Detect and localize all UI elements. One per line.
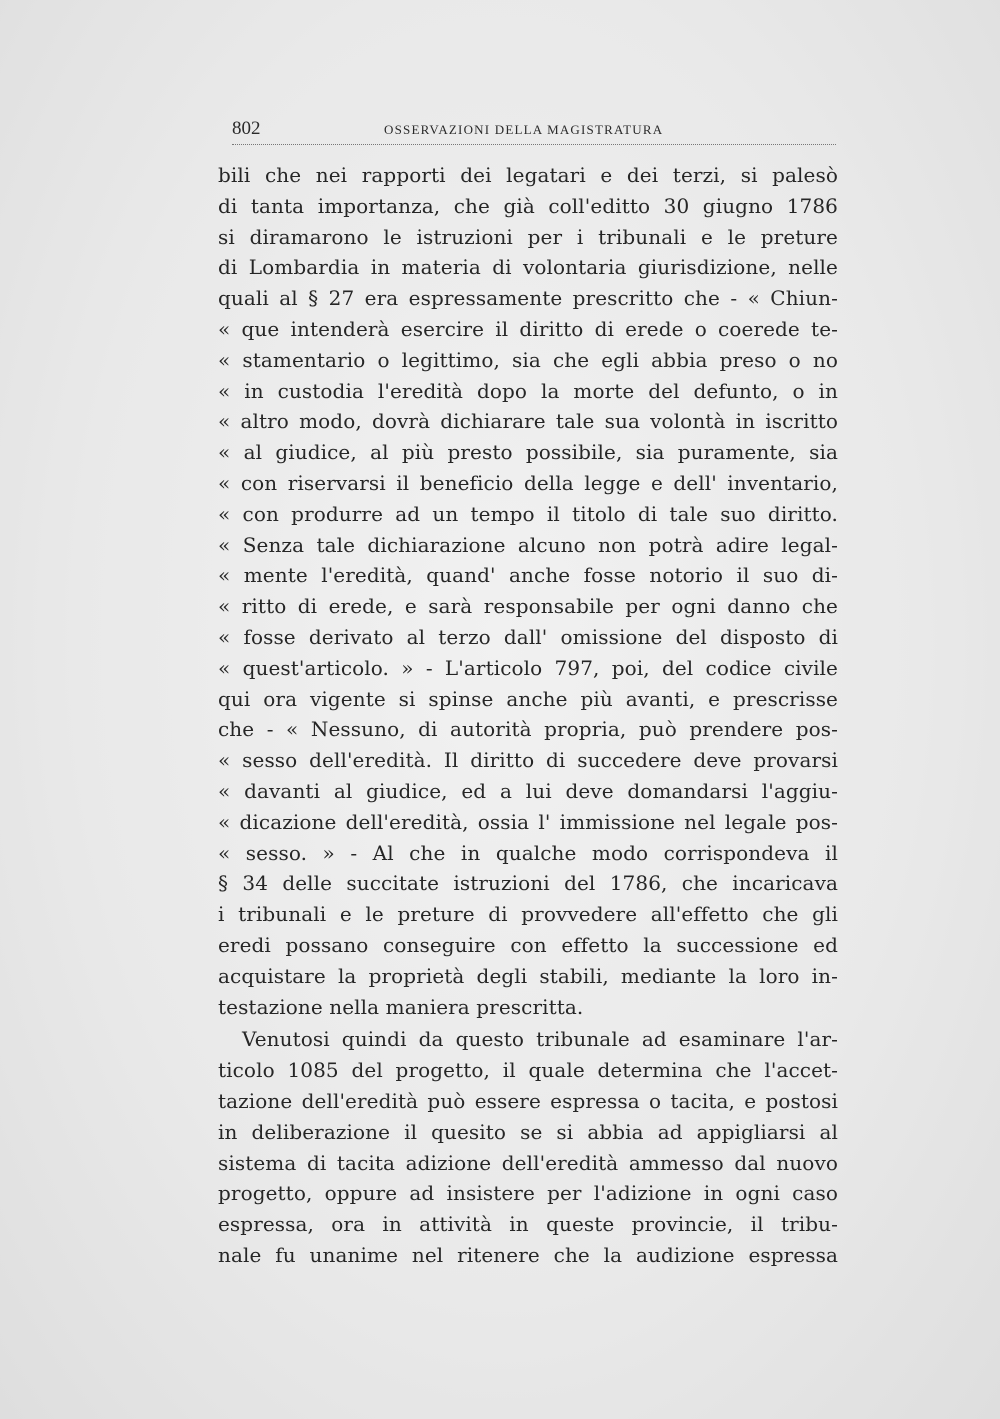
paragraph-2 [218,1024,838,1270]
text-line: « in custodia l'eredità dopo la morte del defunto, o in [218,378,838,403]
body-text [218,160,838,1271]
text-line: acquistare la proprietà degli stabili, mediante la loro in- [218,963,838,988]
page-header [232,118,836,145]
text-line: qui ora vigente si spinse anche più avanti, e prescrisse [218,686,838,711]
text-line: « con produrre ad un tempo il titolo di tale suo diritto. [218,501,838,526]
text-line: bili che nei rapporti dei legatari e dei terzi, si palesò [218,163,838,187]
text-line: di tanta importanza, che già coll'editto 30 giugno 1786 [218,193,838,218]
page-number: 802 [232,118,261,139]
text-line: « fosse derivato al terzo dall' omissione del disposto di [218,624,838,649]
text-line: progetto, oppure ad insistere per l'adizione in ogni caso [218,1181,838,1206]
text-line: di Lombardia in materia di volontaria giurisdizione, nelle [218,255,838,280]
running-title: OSSERVAZIONI DELLA MAGISTRATURA [384,122,664,137]
text-line: « ritto di erede, e sarà responsabile per ogni danno che [218,594,838,619]
text-line: « altro modo, dovrà dichiarare tale sua volontà in iscritto [218,409,838,434]
text-line: eredi possano conseguire con effetto la successione ed [218,932,838,957]
text-line: « sesso. » - Al che in qualche modo corrispondeva il [218,840,838,865]
text-line: « Senza tale dichiarazione alcuno non potrà adire legal- [218,532,838,557]
paragraph-1 [218,160,838,1022]
text-line: « al giudice, al più presto possibile, sia puramente, sia [218,440,838,465]
text-line: espressa, ora in attività in queste provincie, il tribu- [218,1212,838,1237]
text-line: « stamentario o legittimo, sia che egli abbia preso o no [218,347,838,372]
text-line: si diramarono le istruzioni per i tribunali e le preture [218,224,838,249]
text-line: « con riservarsi il beneficio della legge e dell' inventario, [218,470,838,495]
text-line: che - « Nessuno, di autorità propria, può prendere pos- [218,717,838,742]
text-line: « sesso dell'eredità. Il diritto di succedere deve provarsi [218,748,838,773]
text-line: « que intenderà esercire il diritto di erede o coerede te- [218,316,838,341]
text-line: ticolo 1085 del progetto, il quale determina che l'accet- [218,1058,838,1083]
text-line: « dicazione dell'eredità, ossia l' immissione nel legale pos- [218,809,838,834]
text-line: tazione dell'eredità può essere espressa o tacita, e postosi [218,1088,838,1113]
text-line: testazione nella maniera prescritta. [218,994,584,1019]
text-line: § 34 delle succitate istruzioni del 1786, che incaricava [218,871,838,896]
text-line: i tribunali e le preture di provvedere all'effetto che gli [218,902,838,927]
text-line: Venutosi quindi da questo tribunale ad esaminare l'ar- [242,1027,838,1052]
text-line: in deliberazione il quesito se si abbia ad appigliarsi al [218,1119,838,1144]
text-line: « quest'articolo. » - L'articolo 797, poi, del codice civile [218,655,838,680]
text-line: sistema di tacita adizione dell'eredità ammesso dal nuovo [218,1150,838,1175]
text-line: « mente l'eredità, quand' anche fosse notorio il suo di- [218,563,838,588]
text-line: nale fu unanime nel ritenere che la audizione espressa [218,1242,838,1267]
text-line: « davanti al giudice, ed a lui deve domandarsi l'aggiu- [218,778,838,803]
text-line: quali al § 27 era espressamente prescritto che - « Chiun- [218,286,838,311]
